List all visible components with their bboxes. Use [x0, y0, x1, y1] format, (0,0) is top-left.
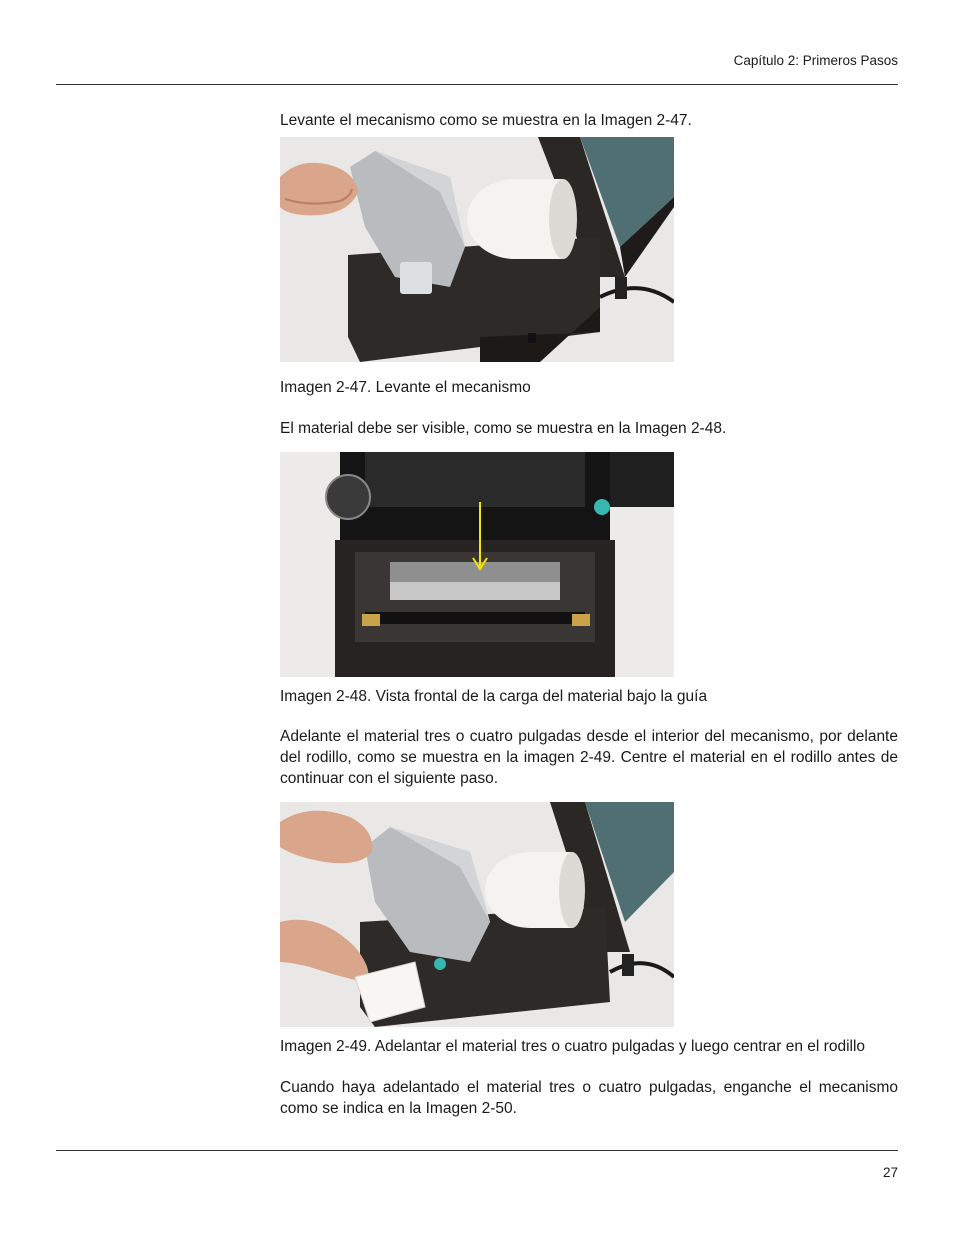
caption-figure-2-47: Imagen 2-47. Levante el mecanismo	[280, 379, 531, 396]
paragraph-4: Cuando haya adelantado el material tres o cuatro pulgadas, enganche el mecanismo como se indica en la Imagen 2-50.	[280, 1079, 898, 1117]
caption-figure-2-48: Imagen 2-48. Vista frontal de la carga del material bajo la guía	[280, 688, 708, 705]
page-number: 27	[882, 1165, 898, 1180]
paragraph-2: El material debe ser visible, como se muestra en la Imagen 2-48.	[280, 420, 727, 437]
figure-2-49-photo	[280, 802, 674, 1027]
footer-divider	[56, 1150, 898, 1151]
paragraph-1: Levante el mecanismo como se muestra en la Imagen 2-47.	[280, 112, 692, 129]
header-divider	[56, 84, 898, 85]
figure-2-47-photo	[280, 137, 674, 362]
caption-figure-2-49: Imagen 2-49. Adelantar el material tres o cuatro pulgadas y luego centrar en el rodillo	[280, 1038, 866, 1055]
chapter-title: Capítulo 2: Primeros Pasos	[733, 53, 898, 68]
figure-2-48-photo	[280, 452, 674, 677]
paragraph-3: Adelante el material tres o cuatro pulgadas desde el interior del mecanismo, por delante del rodillo, como se muestra en la imagen 2-49. Centre el material en el rodillo antes de continuar con el siguiente paso.	[280, 728, 898, 787]
